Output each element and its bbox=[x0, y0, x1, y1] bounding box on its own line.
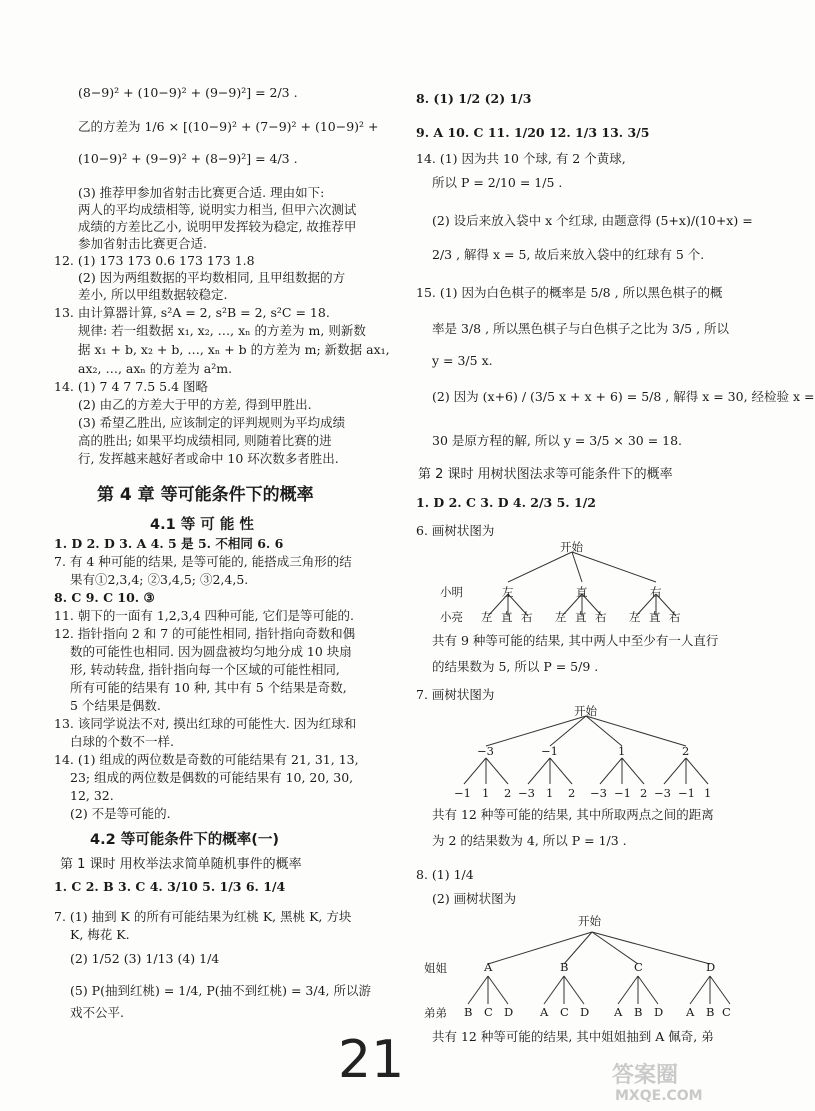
text-line: 30 是原方程的解, 所以 y = 3/5 × 30 = 18. bbox=[432, 433, 683, 448]
tree-node: 左 bbox=[555, 610, 567, 624]
tree-node: B bbox=[634, 1005, 643, 1019]
tree-node: 2 bbox=[504, 786, 512, 800]
text-line: (2) 因为两组数据的平均数相同, 且甲组数据的方 bbox=[78, 270, 346, 285]
tree-node: B bbox=[464, 1005, 473, 1019]
text-line: 11. 朝下的一面有 1,2,3,4 四种可能, 它们是等可能的. bbox=[54, 608, 354, 623]
watermark-logo: 答案圈 bbox=[612, 1063, 679, 1088]
text-line: (10−9)² + (9−9)² + (8−9)²] = 4/3 . bbox=[78, 151, 298, 166]
text-line: 8. (1) 1/4 bbox=[416, 867, 474, 882]
tree-node: D bbox=[706, 960, 716, 974]
lesson-title: 第 1 课时 用枚举法求简单随机事件的概率 bbox=[60, 857, 302, 872]
tree-node: 直 bbox=[649, 610, 661, 624]
text-line: (2) 因为 (x+6) / (3/5 x + x + 6) = 5/8 , 解得 x = 30, 经检验 x = bbox=[432, 389, 815, 404]
tree-node: 1 bbox=[618, 744, 626, 758]
tree-node: 1 bbox=[482, 786, 490, 800]
tree-node: 左 bbox=[481, 610, 493, 624]
text-line: 23; 组成的两位数是偶数的可能结果有 10, 20, 30, bbox=[70, 770, 354, 785]
text-line: 12. 指针指向 2 和 7 的可能性相同, 指针指向奇数和偶 bbox=[54, 626, 356, 641]
tree-node: B bbox=[560, 960, 569, 974]
tree-row-label: 小明 bbox=[440, 585, 463, 599]
text-line: 共有 12 种等可能的结果, 其中姐姐抽到 A 佩奇, 弟 bbox=[432, 1029, 714, 1044]
tree-node: −3 bbox=[477, 744, 494, 758]
tree-node: D bbox=[654, 1005, 664, 1019]
tree-row-label: 弟弟 bbox=[424, 1006, 447, 1020]
tree-root: 开始 bbox=[560, 540, 583, 554]
text-line: 9. A 10. C 11. 1/20 12. 1/3 13. 3/5 bbox=[416, 125, 650, 140]
text-line: 14. (1) 7 4 7 7.5 5.4 图略 bbox=[54, 379, 209, 394]
text-line: 差小, 所以甲组数据较稳定. bbox=[78, 287, 228, 302]
tree-root: 开始 bbox=[578, 914, 601, 928]
tree-node: 右 bbox=[650, 585, 662, 599]
chapter-title: 第 4 章 等可能条件下的概率 bbox=[97, 485, 314, 505]
text-line: 据 x₁ + b, x₂ + b, …, xₙ + b 的方差为 m; 新数据 ax₁, bbox=[78, 342, 390, 357]
text-line: 白球的个数不一样. bbox=[70, 734, 174, 749]
text-line: 5 个结果是偶数. bbox=[70, 698, 161, 713]
text-line: ax₂, …, axₙ 的方差为 a²m. bbox=[78, 361, 233, 376]
text-line: (2) 设后来放入袋中 x 个红球, 由题意得 (5+x)/(10+x) = bbox=[432, 213, 753, 228]
tree-node: B bbox=[706, 1005, 715, 1019]
text-line: (2) 不是等可能的. bbox=[70, 806, 171, 821]
text-line: (2) 由乙的方差大于甲的方差, 得到甲胜出. bbox=[78, 397, 312, 412]
text-line: 为 2 的结果数为 4, 所以 P = 1/3 . bbox=[432, 833, 627, 848]
text-line: 1. D 2. C 3. D 4. 2/3 5. 1/2 bbox=[416, 495, 596, 510]
text-line: 率是 3/8 , 所以黑色棋子与白色棋子之比为 3/5 , 所以 bbox=[432, 321, 730, 336]
text-line: 的结果数为 5, 所以 P = 5/9 . bbox=[432, 659, 599, 674]
text-line: (2) 画树状图为 bbox=[432, 891, 517, 906]
text-line: 果有①2,3,4; ②3,4,5; ③2,4,5. bbox=[70, 572, 249, 587]
text-line: 共有 12 种等可能的结果, 其中所取两点之间的距离 bbox=[432, 807, 714, 822]
text-line: K, 梅花 K. bbox=[70, 927, 130, 942]
text-line: (2) 1/52 (3) 1/13 (4) 1/4 bbox=[70, 951, 220, 966]
text-line: 所以 P = 2/10 = 1/5 . bbox=[432, 175, 563, 190]
tree-node: −1 bbox=[454, 786, 471, 800]
tree-node: D bbox=[504, 1005, 514, 1019]
page-number: 21 bbox=[338, 1030, 405, 1090]
tree-node: 1 bbox=[546, 786, 554, 800]
tree-node: A bbox=[614, 1005, 623, 1019]
text-line: 7. 画树状图为 bbox=[416, 687, 495, 702]
text-line: 共有 9 种等可能的结果, 其中两人中至少有一人直行 bbox=[432, 633, 719, 648]
tree-node: 直 bbox=[575, 610, 587, 624]
text-line: 行, 发挥越来越好者或命中 10 环次数多者胜出. bbox=[78, 451, 339, 466]
tree-node: 右 bbox=[595, 610, 607, 624]
text-line: 13. 该同学说法不对, 摸出红球的可能性大. 因为红球和 bbox=[54, 716, 357, 731]
text-line: 14. (1) 因为共 10 个球, 有 2 个黄球, bbox=[416, 151, 626, 166]
tree-node: C bbox=[634, 960, 643, 974]
tree-node: 左 bbox=[502, 585, 514, 599]
text-line: 7. 有 4 种可能的结果, 是等可能的, 能搭成三角形的结 bbox=[54, 554, 352, 569]
tree-node: C bbox=[722, 1005, 731, 1019]
text-line: 形, 转动转盘, 指针指向每一个区域的可能性相同, bbox=[70, 662, 340, 677]
tree-node: A bbox=[686, 1005, 695, 1019]
section-title: 4.2 等可能条件下的概率(一) bbox=[90, 832, 279, 848]
text-line: 两人的平均成绩相等, 说明实力相当, 但甲六次测试 bbox=[78, 202, 357, 217]
text-line: (3) 推荐甲参加省射击比赛更合适. 理由如下: bbox=[78, 185, 325, 200]
tree-node: −1 bbox=[678, 786, 695, 800]
tree-node: −1 bbox=[541, 744, 558, 758]
tree-node: C bbox=[560, 1005, 569, 1019]
tree-node: −3 bbox=[518, 786, 535, 800]
text-line: 15. (1) 因为白色棋子的概率是 5/8 , 所以黑色棋子的概 bbox=[416, 285, 723, 300]
tree-root: 开始 bbox=[574, 704, 597, 718]
text-line: (3) 希望乙胜出, 应该制定的评判规则为平均成绩 bbox=[78, 415, 346, 430]
text-line: y = 3/5 x. bbox=[432, 353, 493, 368]
text-line: 乙的方差为 1/6 × [(10−9)² + (7−9)² + (10−9)² + bbox=[78, 119, 379, 134]
tree-node: 1 bbox=[704, 786, 712, 800]
tree-node: 2 bbox=[640, 786, 648, 800]
text-line: 12, 32. bbox=[70, 788, 114, 803]
text-line: 数的可能性也相同. 因为圆盘被均匀地分成 10 块扇 bbox=[70, 644, 352, 659]
text-line: 规律: 若一组数据 x₁, x₂, …, xₙ 的方差为 m, 则新数 bbox=[78, 323, 366, 338]
tree-node: C bbox=[484, 1005, 493, 1019]
lesson-title: 第 2 课时 用树状图法求等可能条件下的概率 bbox=[418, 467, 673, 482]
text-line: 12. (1) 173 173 0.6 173 173 1.8 bbox=[54, 253, 255, 268]
tree-node: 2 bbox=[568, 786, 576, 800]
tree-node: 直 bbox=[501, 610, 513, 624]
text-line: 8. C 9. C 10. ③ bbox=[54, 590, 155, 605]
tree-node: 左 bbox=[629, 610, 641, 624]
tree-node: A bbox=[484, 960, 493, 974]
text-line: 6. 画树状图为 bbox=[416, 523, 495, 538]
text-line: (5) P(抽到红桃) = 1/4, P(抽不到红桃) = 3/4, 所以游 bbox=[70, 983, 371, 998]
text-line: 1. D 2. D 3. A 4. 5 是 5. 不相同 6. 6 bbox=[54, 536, 284, 551]
tree-node: D bbox=[580, 1005, 590, 1019]
text-line: 13. 由计算器计算, s²A = 2, s²B = 2, s²C = 18. bbox=[54, 305, 330, 320]
text-line: 8. (1) 1/2 (2) 1/3 bbox=[416, 91, 532, 106]
tree-node: 右 bbox=[669, 610, 681, 624]
watermark-url: MXQE.COM bbox=[615, 1088, 703, 1104]
tree-node: 2 bbox=[682, 744, 690, 758]
tree-node: 右 bbox=[521, 610, 533, 624]
tree-node: −1 bbox=[614, 786, 631, 800]
section-title: 4.1 等 可 能 性 bbox=[150, 517, 254, 533]
text-line: 2/3 , 解得 x = 5, 故后来放入袋中的红球有 5 个. bbox=[432, 247, 705, 262]
tree-row-label: 小亮 bbox=[440, 610, 463, 624]
tree-node: −3 bbox=[654, 786, 671, 800]
text-line: (8−9)² + (10−9)² + (9−9)²] = 2/3 . bbox=[78, 85, 298, 100]
text-line: 14. (1) 组成的两位数是奇数的可能结果有 21, 31, 13, bbox=[54, 752, 359, 767]
text-line: 戏不公平. bbox=[70, 1005, 124, 1020]
tree-node: A bbox=[540, 1005, 549, 1019]
text-line: 7. (1) 抽到 K 的所有可能结果为红桃 K, 黑桃 K, 方块 bbox=[54, 909, 352, 924]
text-line: 所有可能的结果有 10 种, 其中有 5 个结果是奇数, bbox=[70, 680, 347, 695]
text-line: 参加省射击比赛更合适. bbox=[78, 236, 207, 251]
tree-row-label: 姐姐 bbox=[424, 961, 447, 975]
text-line: 成绩的方差比乙小, 说明甲发挥较为稳定, 故推荐甲 bbox=[78, 219, 357, 234]
text-line: 1. C 2. B 3. C 4. 3/10 5. 1/3 6. 1/4 bbox=[54, 879, 286, 894]
text-line: 高的胜出; 如果平均成绩相同, 则随着比赛的进 bbox=[78, 433, 332, 448]
tree-node: −3 bbox=[590, 786, 607, 800]
tree-node: 直 bbox=[576, 585, 588, 599]
